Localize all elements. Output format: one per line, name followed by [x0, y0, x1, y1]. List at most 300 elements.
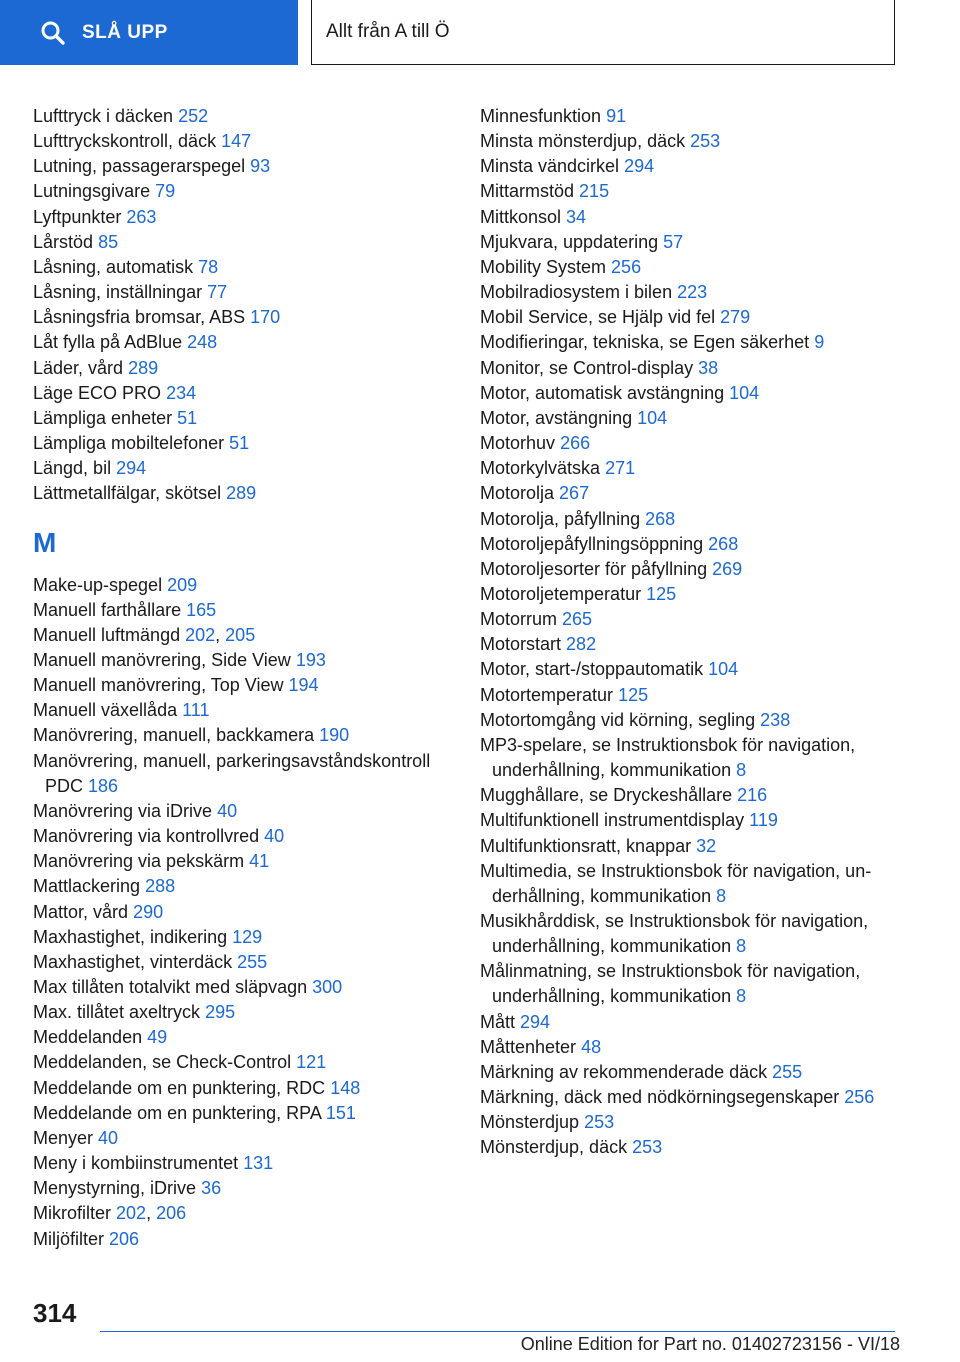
page-link[interactable]: 248	[187, 332, 218, 353]
index-entry	[33, 900, 443, 925]
index-entry	[33, 1151, 443, 1176]
index-entry-pages	[646, 584, 676, 604]
index-entry	[480, 154, 900, 179]
page-link[interactable]: 190	[319, 725, 350, 746]
index-entry-text: Manuell manövrering, Side View	[33, 649, 291, 670]
index-entry	[33, 1176, 443, 1201]
index-entry	[33, 205, 443, 230]
page-link[interactable]: 253	[690, 131, 721, 152]
index-entry-text: Motoroljepåfyllningsöppning	[480, 533, 704, 554]
search-button[interactable]	[0, 0, 298, 65]
index-entry-pages	[772, 1062, 802, 1082]
index-entry	[33, 1227, 443, 1252]
index-entry-pages	[690, 131, 720, 151]
index-entry-text: Meddelanden	[33, 1027, 143, 1048]
index-entry-text: Mjukvara, uppdatering	[480, 231, 659, 252]
index-entry	[33, 431, 443, 456]
index-entry	[480, 632, 900, 657]
index-entry-pages	[116, 1203, 186, 1223]
index-entry	[480, 1085, 900, 1110]
index-entry-pages	[624, 156, 654, 176]
page-link[interactable]: 49	[147, 1027, 168, 1048]
page-link[interactable]: 119	[749, 810, 778, 831]
index-entry-pages	[126, 207, 156, 227]
index-entry-text: Musikhårddisk, se Instruktionsbok för navigation, underhållning, kommunikation	[480, 911, 869, 957]
page-link[interactable]: 91	[606, 106, 627, 126]
index-entry-text: Meddelanden, se Check-Control	[33, 1052, 292, 1073]
index-entry-pages	[226, 483, 256, 503]
page-link[interactable]: 125	[618, 684, 649, 705]
index-entry-pages	[566, 634, 596, 654]
page-link[interactable]: 40	[264, 826, 285, 847]
index-entry-text: Meddelande om en punktering, RDC	[33, 1077, 326, 1098]
index-entry	[33, 1101, 443, 1126]
index-entry-pages	[606, 106, 626, 126]
index-entry-text: Maxhastighet, vinterdäck	[33, 951, 233, 972]
index-entry	[480, 708, 900, 733]
index-entry	[33, 1126, 443, 1151]
index-entry	[33, 305, 443, 330]
page-link[interactable]: 265	[562, 609, 593, 630]
index-entry-text: Miljöfilter	[33, 1228, 105, 1249]
index-entry-pages	[201, 1178, 221, 1198]
footer-divider	[100, 1331, 895, 1332]
page-link[interactable]: 271	[605, 458, 636, 479]
page-link[interactable]: 51	[177, 407, 198, 428]
index-entry-text: Motorrum	[480, 609, 558, 630]
index-entry-pages	[581, 1037, 601, 1057]
index-entry-pages	[229, 433, 249, 453]
index-entry-text: Multimedia, se Instruktionsbok för navigation, underhållning, kommunikation	[480, 860, 872, 906]
index-entry	[33, 1201, 443, 1226]
page-link[interactable]: 104	[637, 407, 668, 428]
index-entry	[480, 1010, 900, 1035]
index-entry	[480, 481, 900, 506]
index-entry-text: Manövrering, manuell, parkeringsavståndskontroll PDC	[33, 750, 431, 796]
index-entry	[33, 255, 443, 280]
index-entry-pages	[712, 559, 742, 579]
page-link[interactable]: 282	[566, 634, 597, 655]
page-link[interactable]: 238	[760, 709, 791, 730]
index-entry-pages	[736, 986, 746, 1006]
index-entry-pages	[128, 358, 158, 378]
index-entry	[33, 381, 443, 406]
index-entry-text: Make-up-spegel	[33, 574, 163, 595]
index-entry-text: Manuell farthållare	[33, 599, 182, 620]
page-link[interactable]: 216	[737, 785, 768, 806]
index-entry-pages	[264, 826, 284, 846]
page-link[interactable]: 289	[128, 357, 159, 378]
index-entry-pages	[632, 1137, 662, 1157]
index-entry-text: Motortemperatur	[480, 684, 614, 705]
page-link[interactable]: 267	[559, 483, 590, 504]
index-entry	[480, 129, 900, 154]
index-entry-pages	[312, 977, 342, 997]
index-entry-pages	[178, 106, 208, 126]
page-link[interactable]: 129	[232, 926, 263, 947]
index-entry-text: Mobil Service, se Hjälp vid fel	[480, 307, 716, 328]
index-entry-text: Manuell växellåda	[33, 700, 178, 721]
index-entry-pages	[584, 1112, 614, 1132]
page-link[interactable]: 8	[736, 936, 747, 957]
page-link[interactable]: 253	[584, 1112, 615, 1133]
page-link[interactable]: 269	[712, 558, 743, 579]
page-link[interactable]: 40	[98, 1127, 119, 1148]
index-entry-text: Motorstart	[480, 634, 562, 655]
section-title	[311, 0, 895, 65]
index-entry	[33, 330, 443, 355]
index-entry-text: Multifunktionsratt, knappar	[480, 835, 692, 856]
index-entry-pages	[559, 483, 589, 503]
index-entry-pages	[677, 282, 707, 302]
page-link[interactable]: 300	[312, 977, 343, 997]
index-entry-text: Märkning, däck med nödkörningsegenskaper	[480, 1087, 840, 1108]
index-entry-text: Mönsterdjup	[480, 1112, 580, 1133]
index-entry-pages	[289, 675, 319, 695]
index-entry-text: Motoroljetemperatur	[480, 583, 642, 604]
index-entry-pages	[663, 232, 683, 252]
index-entry-text: Lårstöd	[33, 231, 94, 252]
search-icon	[40, 20, 66, 46]
index-entry-text: Låsningsfria bromsar, ABS	[33, 307, 246, 328]
index-entry-text: Lufttryckskontroll, däck	[33, 131, 217, 152]
index-entry	[480, 557, 900, 582]
index-entry-pages	[844, 1087, 874, 1107]
index-entry-text: Manövrering via kontrollvred	[33, 826, 260, 847]
page-link[interactable]: 147	[221, 131, 252, 152]
index-entry	[480, 1135, 900, 1160]
index-entry	[33, 598, 443, 623]
page-link[interactable]: 93	[250, 156, 271, 177]
index-entry	[480, 1060, 900, 1085]
page-link[interactable]: 32	[696, 835, 717, 856]
index-entry	[480, 205, 900, 230]
index-entry	[480, 808, 900, 833]
page-link[interactable]: 202	[116, 1203, 147, 1224]
page-link[interactable]: 41	[249, 851, 270, 872]
index-entry	[33, 799, 443, 824]
index-entry	[480, 104, 900, 129]
index-entry-pages	[182, 700, 209, 720]
page-link[interactable]: 186	[88, 775, 119, 796]
index-entry-text: Mobility System	[480, 256, 607, 277]
index-entry-text: Modifieringar, tekniska, se Egen säkerhet	[480, 332, 810, 353]
index-entry	[480, 607, 900, 632]
index-column-left	[33, 104, 443, 1252]
index-entry-pages	[814, 332, 824, 352]
page-link[interactable]: 234	[166, 382, 197, 403]
index-entry-text: Maxhastighet, indikering	[33, 926, 228, 947]
index-entry-pages	[520, 1012, 550, 1032]
page-link[interactable]: 253	[632, 1137, 663, 1158]
index-entry-pages	[330, 1078, 360, 1098]
page-link[interactable]: 268	[645, 508, 676, 529]
page-link[interactable]: 256	[611, 256, 642, 277]
index-entry-pages	[319, 725, 349, 745]
page-link[interactable]: 170	[250, 307, 281, 328]
page-link[interactable]: 78	[198, 256, 219, 277]
index-entry	[480, 859, 900, 909]
index-entry	[480, 733, 900, 783]
index-entry	[33, 1050, 443, 1075]
page-link[interactable]: 8	[736, 986, 747, 1007]
index-entry-pages	[155, 181, 175, 201]
index-entry	[33, 573, 443, 598]
page-link[interactable]: 294	[116, 458, 147, 479]
index-entry-text: Lutning, passagerarspegel	[33, 156, 246, 177]
page-link[interactable]: 131	[243, 1153, 274, 1174]
index-entry	[33, 456, 443, 481]
index-entry	[480, 1035, 900, 1060]
index-entry-pages	[243, 1153, 273, 1173]
section-title-text: Allt från A till Ö	[326, 21, 450, 42]
page-link[interactable]: 9	[814, 332, 825, 353]
index-entry	[480, 582, 900, 607]
page-link[interactable]: 51	[229, 433, 250, 454]
index-entry-text: Mönsterdjup, däck	[480, 1137, 628, 1158]
index-entry	[33, 280, 443, 305]
index-entry-text: Manuell manövrering, Top View	[33, 675, 284, 696]
index-entry	[480, 381, 900, 406]
index-entry-text: Motorhuv	[480, 433, 556, 454]
page-link[interactable]: 256	[844, 1087, 875, 1108]
index-entry-pages	[296, 1052, 326, 1072]
index-entry-pages	[618, 685, 648, 705]
index-entry-text: Manövrering via iDrive	[33, 800, 213, 821]
page-link[interactable]: 290	[133, 901, 164, 922]
index-entry-pages	[145, 876, 175, 896]
index-entry	[33, 356, 443, 381]
index-entry	[33, 230, 443, 255]
page-link[interactable]: 202	[185, 624, 216, 645]
index-entry-pages	[237, 952, 267, 972]
index-entry-pages	[185, 625, 255, 645]
index-entry	[33, 723, 443, 748]
index-entry	[480, 909, 900, 959]
index-entry-pages	[88, 776, 118, 796]
index-entry-pages	[186, 600, 216, 620]
page-link[interactable]: 252	[178, 106, 209, 126]
index-entry-pages	[250, 307, 280, 327]
page-link[interactable]: 85	[98, 231, 119, 252]
page-link[interactable]: 111	[182, 700, 210, 721]
page-link[interactable]: 48	[581, 1036, 602, 1057]
page-link[interactable]: 294	[624, 156, 655, 177]
index-entry-pages	[566, 207, 586, 227]
page-link[interactable]: 193	[295, 649, 326, 670]
page-link[interactable]: 194	[288, 675, 319, 696]
index-entry	[33, 749, 443, 799]
index-entry	[33, 673, 443, 698]
index-entry-pages	[760, 710, 790, 730]
page-separator: ,	[215, 624, 226, 645]
index-entry-text: Mikrofilter	[33, 1203, 112, 1224]
index-entry-text: Max. tillåtet axeltryck	[33, 1002, 201, 1023]
index-entry-text: Låt fylla på AdBlue	[33, 332, 183, 353]
index-entry-text: Mattlackering	[33, 876, 141, 897]
index-entry	[33, 849, 443, 874]
index-entry-text: Mittkonsol	[480, 206, 562, 227]
index-entry-pages	[736, 936, 746, 956]
index-entry	[33, 481, 443, 506]
page-link[interactable]: 255	[772, 1061, 803, 1082]
index-entry-pages	[696, 836, 716, 856]
index-entry	[33, 1000, 443, 1025]
index-letter-heading: M	[33, 526, 57, 558]
footer-edition-text: Online Edition for Part no. 01402723156 - VI/18	[520, 1334, 900, 1354]
index-entry	[33, 975, 443, 1000]
index-entry-text: Motor, avstängning	[480, 407, 633, 428]
index-entry-pages	[205, 1002, 235, 1022]
index-entry	[33, 1076, 443, 1101]
index-entry-pages	[708, 659, 738, 679]
index-entry-pages	[749, 810, 778, 830]
page-separator: ,	[146, 1203, 157, 1224]
page-link[interactable]: 8	[716, 885, 727, 906]
index-entry	[33, 406, 443, 431]
page-link[interactable]: 121	[296, 1052, 327, 1073]
index-entry-text: Multifunktionell instrumentdisplay	[480, 810, 745, 831]
page-link[interactable]: 288	[145, 876, 176, 897]
page-link[interactable]: 36	[201, 1178, 222, 1199]
index-entry-pages	[147, 1027, 167, 1047]
index-entry	[480, 959, 900, 1009]
index-entry-pages	[296, 650, 326, 670]
page-number: 314	[33, 1298, 77, 1328]
index-entry-pages	[637, 408, 667, 428]
index-entry	[480, 683, 900, 708]
page-link[interactable]: 38	[698, 357, 719, 378]
index-entry-text: Märkning av rekommenderade däck	[480, 1061, 768, 1082]
index-entry-pages	[605, 458, 635, 478]
index-entry-pages	[198, 257, 218, 277]
page-link[interactable]: 295	[205, 1002, 236, 1023]
index-entry-text: Max tillåten totalvikt med släpvagn	[33, 977, 308, 997]
page-link[interactable]: 104	[729, 382, 760, 403]
page-link[interactable]: 279	[720, 307, 751, 328]
index-entry-pages	[187, 332, 217, 352]
index-entry-pages	[116, 458, 146, 478]
index-entry-text: Lyftpunkter	[33, 206, 122, 227]
index-entry-pages	[217, 801, 237, 821]
index-entry-text: Manövrering, manuell, backkamera	[33, 725, 315, 746]
page-link[interactable]: 266	[560, 433, 591, 454]
index-entry-pages	[611, 257, 641, 277]
index-entry-text: Motorkylvätska	[480, 458, 601, 479]
index-entry	[480, 305, 900, 330]
index-entry-text: Menyer	[33, 1127, 94, 1148]
index-entry-pages	[716, 886, 726, 906]
index-entry	[33, 1025, 443, 1050]
index-entry-pages	[98, 1128, 118, 1148]
page-link[interactable]: 40	[217, 800, 238, 821]
index-entry-text: Längd, bil	[33, 458, 112, 479]
index-entry-pages	[708, 534, 738, 554]
page-link[interactable]: 209	[167, 574, 198, 595]
page-link[interactable]: 34	[566, 206, 587, 227]
page-link[interactable]: 263	[126, 206, 157, 227]
index-entry-text: Motortomgång vid körning, segling	[480, 709, 756, 730]
index-entry-text: Mobilradiosystem i bilen	[480, 282, 673, 303]
index-entry	[33, 129, 443, 154]
index-entry-text: Målinmatning, se Instruktionsbok för navigation, underhållning, kommunikation	[480, 961, 861, 1007]
index-entry	[480, 255, 900, 280]
index-entry-text: Läge ECO PRO	[33, 382, 162, 403]
index-entry-pages	[109, 1229, 139, 1249]
page-link[interactable]: 206	[109, 1228, 140, 1249]
page-link[interactable]: 205	[225, 624, 256, 645]
index-entry-pages	[98, 232, 118, 252]
index-entry-pages	[207, 282, 227, 302]
index-entry-text: Motor, start-/stoppautomatik	[480, 659, 704, 680]
index-entry	[33, 648, 443, 673]
page-link[interactable]: 125	[646, 583, 677, 604]
index-entry-pages	[729, 383, 759, 403]
index-entry	[480, 431, 900, 456]
index-entry	[33, 104, 443, 129]
index-entry-pages	[736, 760, 746, 780]
index-entry-pages	[698, 358, 718, 378]
page-link[interactable]: 57	[663, 231, 684, 252]
page-link[interactable]: 255	[237, 951, 268, 972]
index-entry-text: Menystyrning, iDrive	[33, 1178, 197, 1199]
index-entry-pages	[579, 181, 609, 201]
index-entry-text: Lämpliga mobiltelefoner	[33, 433, 225, 454]
index-entry-pages	[167, 575, 197, 595]
page-link[interactable]: 77	[207, 282, 228, 303]
index-entry-text: Måttenheter	[480, 1036, 577, 1057]
index-column-right	[480, 104, 900, 1161]
page-link[interactable]: 206	[156, 1203, 187, 1224]
index-entry-text: Låsning, inställningar	[33, 282, 203, 303]
index-entry-pages	[232, 927, 262, 947]
index-entry	[33, 925, 443, 950]
index-entry	[480, 532, 900, 557]
index-entry-pages	[250, 156, 270, 176]
index-entry	[480, 507, 900, 532]
page-link[interactable]: 294	[520, 1011, 551, 1032]
index-entry-pages	[221, 131, 251, 151]
index-entry-text: Motorolja	[480, 483, 555, 504]
page-link[interactable]: 148	[330, 1077, 361, 1098]
index-entry-text: Mittarmstöd	[480, 181, 575, 202]
index-entry-text: Monitor, se Control-display	[480, 357, 694, 378]
index-entry-text: Lutningsgivare	[33, 181, 151, 202]
index-entry-pages	[720, 307, 750, 327]
index-entry	[480, 330, 900, 355]
index-entry-text: Lättmetallfälgar, skötsel	[33, 483, 222, 504]
index-entry-text: MP3-spelare, se Instruktionsbok för navigation, underhållning, kommunikation	[480, 734, 856, 781]
page-link[interactable]: 165	[186, 599, 217, 620]
page-link[interactable]: 8	[736, 760, 747, 781]
page-link[interactable]: 104	[708, 659, 739, 680]
index-entry-text: Minsta vändcirkel	[480, 156, 620, 177]
page-link[interactable]: 223	[677, 282, 708, 303]
index-entry	[480, 179, 900, 204]
index-entry-text: Manuell luftmängd	[33, 624, 181, 645]
page-link[interactable]: 151	[325, 1102, 356, 1123]
page-link[interactable]: 79	[155, 181, 176, 202]
page-link[interactable]: 268	[708, 533, 739, 554]
index-entry	[480, 783, 900, 808]
index-entry	[33, 179, 443, 204]
index-entry-text: Mått	[480, 1011, 516, 1032]
index-entry-text: Minnesfunktion	[480, 106, 602, 126]
page-link[interactable]: 289	[226, 483, 257, 504]
index-entry	[33, 950, 443, 975]
page-link[interactable]: 215	[579, 181, 610, 202]
index-entry	[33, 874, 443, 899]
